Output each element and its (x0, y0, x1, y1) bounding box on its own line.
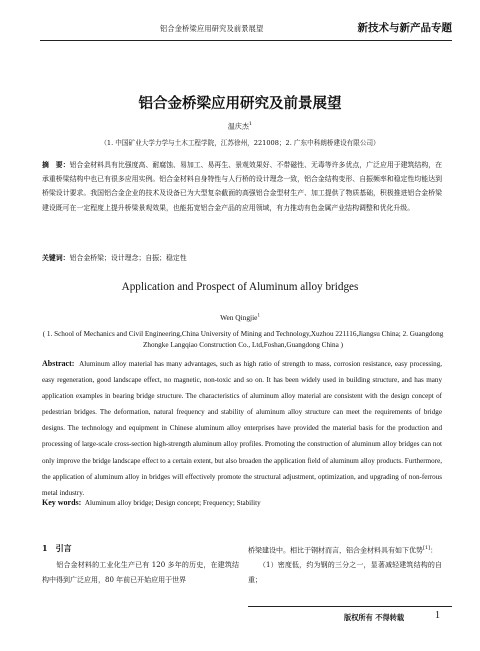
chinese-affiliation: （1. 中国矿业大学力学与土木工程学院，江苏徐州，221008；2. 广东中科朗桥建设有限公司） (100, 139, 380, 147)
running-header (40, 18, 452, 41)
chinese-keywords-text: 铝合金桥梁；设计理念；自振；稳定性 (69, 254, 187, 262)
running-title: 铝合金桥梁应用研究及前景展望 (160, 24, 264, 33)
body-right-line-1 (248, 541, 442, 558)
english-keywords-label: Key words: (42, 498, 82, 507)
chinese-keywords (42, 252, 442, 262)
english-affiliation: ( 1. School of Mechanics and Civil Engineering,China University of Mining and Technology,Xuzhou 221116,Jiangsu China; 2. Guangdong Zhongke Langqiao Construction Co., Ltd,Foshan,Guangdong China ) (42, 330, 444, 349)
body-left-text (42, 558, 239, 588)
section-heading: 1 引言 (42, 543, 72, 553)
body-left-column (42, 541, 239, 588)
column-title: 新技术与新产品专题 (357, 22, 452, 34)
chinese-abstract-text: 铝合金材料具有比强度高、耐腐蚀、易加工、易再生、景观效果好、不带磁性、无毒等许多优点，广泛应用于建筑结构，在承重桥梁结构中也已有很多应用实例。铝合金材料自身特性与人行桥的设计理念一致，铝合金结构变形、自振频率和稳定性均能达到桥梁设计要求。我国铝合金企业的技术及设备已为大型复杂截面的高强铝合金型材生产、加工提供了物质基础，积极推进铝合金桥梁建设既可在一定程度上提升桥梁景观效果，也能拓宽铝合金产品的应用领域，有力推动有色金属产业结构调整和优化升级。 (42, 161, 443, 212)
chinese-author (0, 121, 480, 131)
body-right-line-2 (248, 558, 442, 588)
chinese-abstract-label: 摘 要： (42, 161, 70, 169)
english-title: Application and Prospect of Aluminum alloy bridges (121, 281, 359, 293)
english-author-name: Wen Qingjie (220, 313, 258, 322)
english-keywords (42, 498, 442, 507)
chinese-keywords-label: 关键词： (42, 254, 70, 262)
chinese-abstract (42, 158, 442, 215)
body-right-text-2: （1）密度低，约为钢的三分之一，显著减轻建筑结构的自重； (248, 561, 443, 585)
chinese-author-sup: 1 (248, 121, 253, 127)
english-abstract-text: Aluminum alloy material has many advantages, such as high ratio of strength to mass, corrosion resistance, easy processing, easy regeneration, good landscape effect, no magnetic, non-toxic and so on. It has been widely used in building structure, and has many application examples in bearing bridge structure. The characteristics of aluminum alloy material are consistent with the design concept of pedestrian bridges. The deformation, natural frequency and stability of aluminum alloy structure can meet the requirements of bridge designs. The technology and equipment in Chinese aluminum alloy enterprises have provided the material basis for the production and processing of large-scale cross-section high-strength aluminum alloy profiles. Promoting the construction of aluminum alloy bridges can not only improve the bridge landscape effect to a certain extent, but also broaden the application field of aluminum alloy products. Furthermore, the application of aluminum alloy in bridges will effectively promote the structural adjustment, optimization, and upgrading of non-ferrous metal industry. (42, 360, 443, 497)
chinese-author-name: 温庆杰 (227, 122, 249, 131)
english-abstract-label: Abstract: (42, 359, 75, 368)
english-abstract (42, 356, 442, 501)
footer-rule (248, 606, 452, 607)
body-right-column (248, 541, 442, 588)
copyright-notice: 版权所有 不得转载 (344, 613, 405, 622)
body-right-text-1-end: ： (430, 546, 438, 555)
body-left-paragraph: 铝合金材料的工业化生产已有 120 多年的历史，在建筑结构中得到广泛应用，80 年前已开始应用于世界 (42, 561, 240, 584)
body-right-text-1: 桥梁建设中。相比于钢材而言，铝合金材料具有如下优势 (248, 546, 423, 555)
citation-ref: [1] (423, 545, 431, 551)
chinese-title: 铝合金桥梁应用研究及前景展望 (138, 95, 342, 112)
english-keywords-text: Aluminum alloy bridge; Design concept; Frequency; Stability (84, 499, 261, 507)
english-author (0, 313, 480, 322)
page-number: 1 (435, 610, 440, 621)
english-author-sup: 1 (257, 313, 260, 319)
